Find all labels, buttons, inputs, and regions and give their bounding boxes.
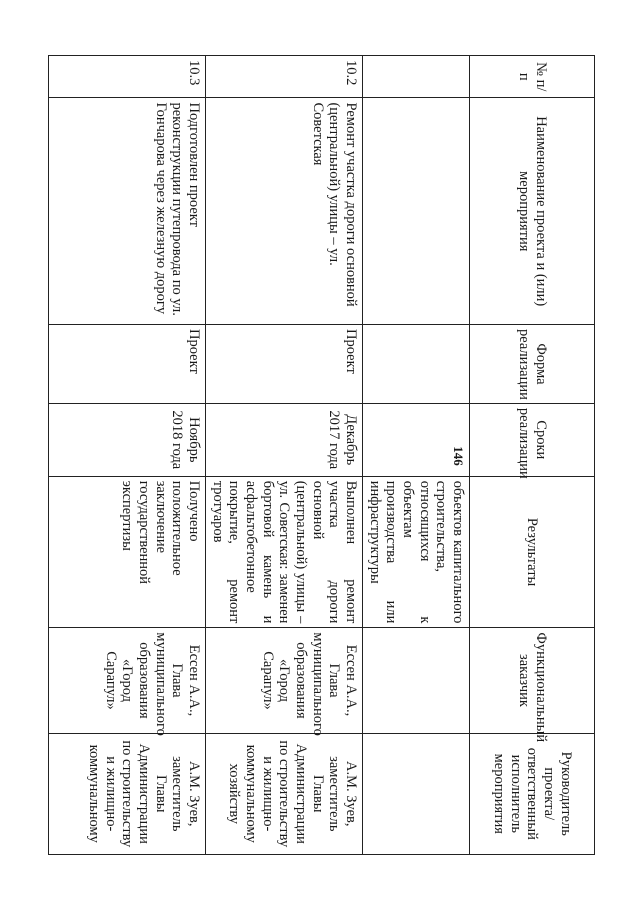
header-num: № п/п (470, 56, 595, 98)
cell-customer: Ессен А.А., Глава муниципального образования «Город Сарапул» (205, 628, 362, 733)
cell-name: Ремонт участка дороги основной (центральной) улицы – ул. Советская (205, 98, 362, 325)
cell-form: Проект (205, 325, 362, 404)
cell-num: 10.3 (48, 56, 205, 98)
cell-head (362, 733, 469, 854)
page-number: 146 (451, 446, 466, 466)
projects-table (48, 55, 595, 855)
cell-head: А.М. Зуев, заместитель Главы Администрации по строительству и жилищно-коммунальному хозяйству (205, 733, 362, 854)
cell-term: Декабрь 2017 года (205, 403, 362, 476)
cell-term: Ноябрь 2018 года (48, 403, 205, 476)
table-row (48, 56, 205, 855)
header-customer: Функциональный заказчик (470, 628, 595, 733)
cell-num: 10.2 (205, 56, 362, 98)
header-result: Результаты (470, 476, 595, 628)
table-row (205, 56, 362, 855)
cell-name: Подготовлен проект реконструкции путепровода по ул. Гончарова через железную дорогу (48, 98, 205, 325)
header-head: Руководитель проекта/ ответственный исполнитель мероприятия (470, 733, 595, 854)
table-header-row (470, 56, 595, 855)
cell-customer: Ессен А.А., Глава муниципального образования «Город Сарапул» (48, 628, 205, 733)
cell-term (362, 403, 469, 476)
cell-form (362, 325, 469, 404)
cell-form: Проект (48, 325, 205, 404)
cell-head: А.М. Зуев, заместитель Главы Администрации по строительству и жилищно-коммунальному (48, 733, 205, 854)
cell-name (362, 98, 469, 325)
cell-result: объектов капитального строительства, относящихся к объектам производства или инфраструктуры (362, 476, 469, 628)
rotated-page (85, 55, 595, 855)
cell-customer (362, 628, 469, 733)
header-term: Сроки реализации (470, 403, 595, 476)
header-name: Наименование проекта и (или) мероприятия (470, 98, 595, 325)
table-row-continuation (362, 56, 469, 855)
cell-result: Получено положительное заключение государственной экспертизы (48, 476, 205, 628)
header-form: Форма реализации (470, 325, 595, 404)
cell-num (362, 56, 469, 98)
cell-result: Выполнен ремонт участка дороги основной (центральной) улицы – ул. Советская: заменен бортовой камень и асфальтобетонное покрытие, ремонт тротуаров (205, 476, 362, 628)
